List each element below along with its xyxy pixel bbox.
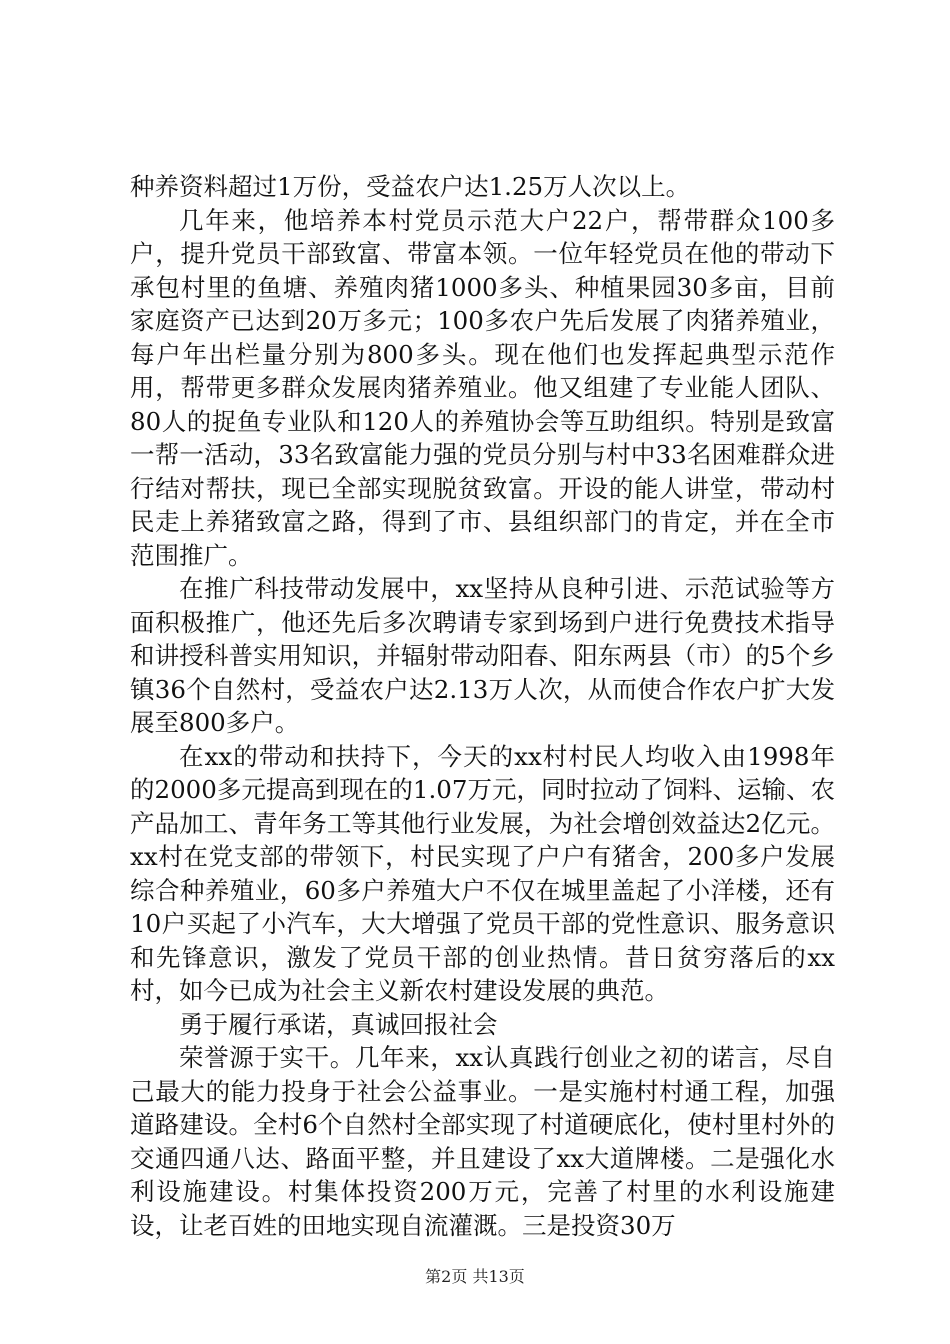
paragraph-technology: 在推广科技带动发展中，xx坚持从良种引进、示范试验等方面积极推广，他还先后多次聘请专家到场到户进行免费技术指导和讲授科普实用知识，并辐射带动阳春、阳东两县（市）的5个乡镇36个自然村，受益农户达2.13万人次，从而使合作农户扩大发展至800多户。: [130, 574, 835, 737]
page-footer: [0, 1264, 950, 1287]
section-heading: 勇于履行承诺，真诚回报社会: [179, 1009, 498, 1039]
page-number-label: 第2页 共13页: [425, 1267, 525, 1286]
paragraph-continued: 种养资料超过1万份，受益农户达1.25万人次以上。: [130, 172, 691, 201]
paragraph-village-income: 在xx的带动和扶持下，今天的xx村村民人均收入由1998年的2000多元提高到现在的1.07万元，同时拉动了饲料、运输、农产品加工、青年务工等其他行业发展，为社会增创效益达2亿元。xx村在党支部的带领下，村民实现了户户有猪舍，200多户发展综合种养殖业，60多户养殖大户不仅在城里盖起了小洋楼，还有10户买起了小汽车，大大增强了党员干部的党性意识、服务意识和先锋意识，激发了党员干部的创业热情。昔日贫穷落后的xx村，如今已成为社会主义新农村建设发展的典范。: [130, 741, 835, 1005]
paragraph-party-members: 几年来，他培养本村党员示范大户22户，帮带群众100多户，提升党员干部致富、带富本领。一位年轻党员在他的带动下承包村里的鱼塘、养殖肉猪1000多头、种植果园30多亩，目前家庭资产已达到20万多元；100多农户先后发展了肉猪养殖业，每户年出栏量分别为800多头。现在他们也发挥起典型示范作用，帮带更多群众发展肉猪养殖业。他又组建了专业能人团队、80人的捉鱼专业队和120人的养殖协会等互助组织。特别是致富一帮一活动，33名致富能力强的党员分别与村中33名困难群众进行结对帮扶，现已全部实现脱贫致富。开设的能人讲堂，带动村民走上养猪致富之路，得到了市、县组织部门的肯定，并在全市范围推广。: [130, 205, 835, 570]
document-body: [130, 170, 835, 1242]
paragraph-public-welfare: 荣誉源于实干。几年来，xx认真践行创业之初的诺言，尽自己最大的能力投身于社会公益事业。一是实施村村通工程，加强道路建设。全村6个自然村全部实现了村道硬底化，使村里村外的交通四通八达、路面平整，并且建设了xx大道牌楼。二是强化水利设施建设。村集体投资200万元，完善了村里的水利设施建设，让老百姓的田地实现自流灌溉。三是投资30万: [130, 1043, 835, 1240]
